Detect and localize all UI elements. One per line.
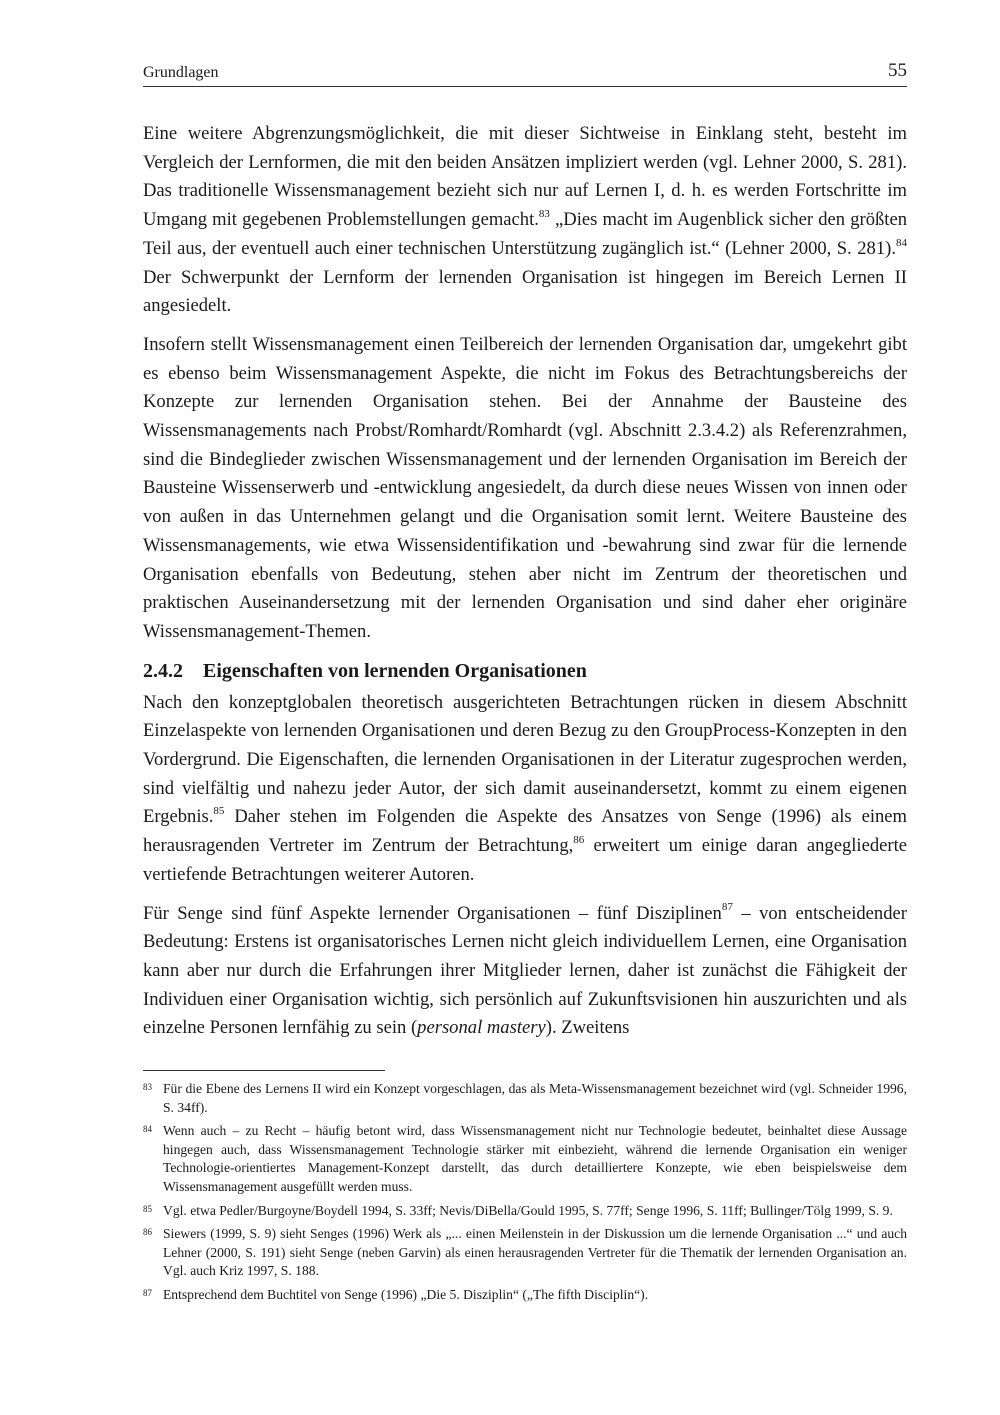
- header-title: Grundlagen: [143, 64, 219, 81]
- footnote-text: Vgl. etwa Pedler/Burgoyne/Boydell 1994, S. 33ff; Nevis/DiBella/Gould 1995, S. 77ff; Senge 1996, S. 11ff; Bullinger/Tölg 1999, S. 9.: [163, 1202, 893, 1218]
- paragraph-text: Für Senge sind fünf Aspekte lernender Organisationen – fünf Disziplinen: [143, 902, 722, 924]
- footnote-86: [143, 1225, 907, 1281]
- footnote-ref-86[interactable]: 86: [573, 833, 585, 846]
- main-text: [143, 120, 907, 1053]
- paragraph-2: [143, 331, 907, 647]
- footnotes: [143, 1080, 907, 1310]
- footnote-text: Entsprechend dem Buchtitel von Senge (1996) „Die 5. Disziplin“ („The fifth Disciplin“).: [163, 1286, 649, 1302]
- paragraph-text: Eine weitere Abgrenzungsmöglichkeit, die mit dieser Sichtweise in Einklang steht, besteht im Vergleich der Lernformen, die mit den beiden Ansätzen impliziert werden (vgl. Lehner 2000, S. 281). Das traditionelle Wissensmanagement bezieht sich nur auf Lernen I, d. h. es werden Fortschritte im Umgang mit gegebenen Problemstellungen gemacht.: [143, 123, 907, 231]
- section-heading: [143, 657, 907, 685]
- paragraph-text: Daher stehen im Folgenden die Aspekte des Ansatzes von Senge (1996) als einem herausragenden Vertreter im Zentrum der Betrachtung,: [143, 806, 907, 857]
- footnote-ref-87[interactable]: 87: [721, 901, 733, 914]
- section-title: Eigenschaften von lernenden Organisationen: [203, 659, 587, 682]
- paragraph-text: Insofern stellt Wissensmanagement einen Teilbereich der lernenden Organisation dar, umgekehrt gibt es ebenso beim Wissensmanagement Aspekte, die nicht im Fokus des Betrachtungsbereichs der Konzepte zur lernenden Organisation stehen. Bei der Annahme der Bausteine des Wissensmanagements nach Probst/Romhardt/Romhardt (vgl. Abschnitt 2.3.4.2) als Referenzrahmen, sind die Bindeglieder zwischen Wissensmanagement und der lernenden Organisation im Bereich der Bausteine Wissenserwerb und -entwicklung angesiedelt, da durch diese neues Wissen von innen oder von außen in das Unternehmen gelangt und die Organisation somit lernt. Weitere Bausteine des Wissensmanagements, wie etwa Wissensidentifikation und -bewahrung sind zwar für die lernende Organisation ebenfalls von Bedeutung, stehen aber nicht im Zentrum der theoretischen und praktischen Auseinandersetzung mit der lernenden Organisation und sind daher eher originäre Wissensmanagement-Themen.: [143, 333, 907, 642]
- paragraph-3: [143, 689, 907, 890]
- footnote-ref-83[interactable]: 83: [538, 207, 550, 220]
- footnote-text: Wenn auch – zu Recht – häufig betont wird, dass Wissensmanagement nicht nur Technologie bedeutet, beinhaltet diese Aussage hingegen auch, dass Wissensmanagement Technologie stärker mit einbezieht, während die lernende Organisation ein weniger Technologie-orientiertes Management-Konzept darstellt, das durch detailliertere Konzepte, wie eben beispielsweise dem Wissensmanagement ausgefüllt werden muss.: [163, 1123, 907, 1194]
- paragraph-text: Nach den konzeptglobalen theoretisch ausgerichteten Betrachtungen rücken in diesem Abschnitt Einzelaspekte von lernenden Organisationen und deren Bezug zu den GroupProcess-Konzepten in den Vordergrund. Die Eigenschaften, die lernenden Organisationen in der Literatur zugesprochen werden, sind vielfältig und nahezu jeder Autor, der sich damit auseinandersetzt, kommt zu einem eigenen Ergebnis.: [143, 691, 907, 828]
- paragraph-text: erweitert um einige daran angegliederte vertiefende Betrachtungen weiterer Autoren.: [143, 835, 907, 885]
- paragraph-text: ). Zweitens: [545, 1017, 630, 1039]
- footnote-number: 86: [143, 1227, 152, 1238]
- footnote-87: [143, 1286, 907, 1305]
- footnote-number: 83: [143, 1082, 152, 1092]
- running-header: [143, 60, 907, 87]
- footnote-separator: [143, 1070, 385, 1071]
- footnote-84: [143, 1122, 907, 1196]
- footnote-ref-84[interactable]: 84: [896, 236, 907, 249]
- emphasis-term: personal mastery: [417, 1017, 546, 1039]
- footnote-ref-85[interactable]: 85: [213, 805, 225, 818]
- footnote-number: 87: [143, 1287, 152, 1298]
- paragraph-1: [143, 120, 907, 321]
- footnote-number: 84: [143, 1124, 152, 1135]
- footnote-85: [143, 1202, 907, 1221]
- footnote-83: [143, 1080, 907, 1117]
- paragraph-text: – von entscheidender Bedeutung: Erstens ist organisatorisches Lernen nicht gleich individuellem Lernen, eine Organisation kann aber nur durch die Erfahrungen ihrer Mitglieder lernen, daher ist zunächst die Fähigkeit der Individuen einer Organisation wichtig, sich persönlich auf Zukunftsvisionen hin auszurichten und als einzelne Personen lernfähig zu sein (: [143, 902, 907, 1039]
- page-number: 55: [888, 60, 907, 81]
- footnote-text: Für die Ebene des Lernens II wird ein Konzept vorgeschlagen, das als Meta-Wissensmanagement bezeichnet wird (vgl. Schneider 1996, S. 34ff).: [163, 1081, 907, 1115]
- footnote-number: 85: [143, 1203, 152, 1214]
- paragraph-text: „Dies macht im Augenblick sicher den größten Teil aus, der eventuell auch einer technischen Unterstützung zugänglich ist.“ (Lehner 2000, S. 281).: [143, 209, 908, 259]
- section-number: 2.4.2: [143, 659, 183, 682]
- footnote-text: Siewers (1999, S. 9) sieht Senges (1996) Werk als „... einen Meilenstein in der Diskussion um die lernende Organisation ...“ und auch Lehner (2000, S. 191) sieht Senge (neben Garvin) als einen herausragenden Vertreter für die Thematik der lernenden Organisation an. Vgl. auch Kriz 1997, S. 188.: [163, 1226, 907, 1279]
- paragraph-text: Der Schwerpunkt der Lernform der lernenden Organisation ist hingegen im Bereich Lernen II angesiedelt.: [143, 266, 907, 317]
- paragraph-4: [143, 900, 907, 1044]
